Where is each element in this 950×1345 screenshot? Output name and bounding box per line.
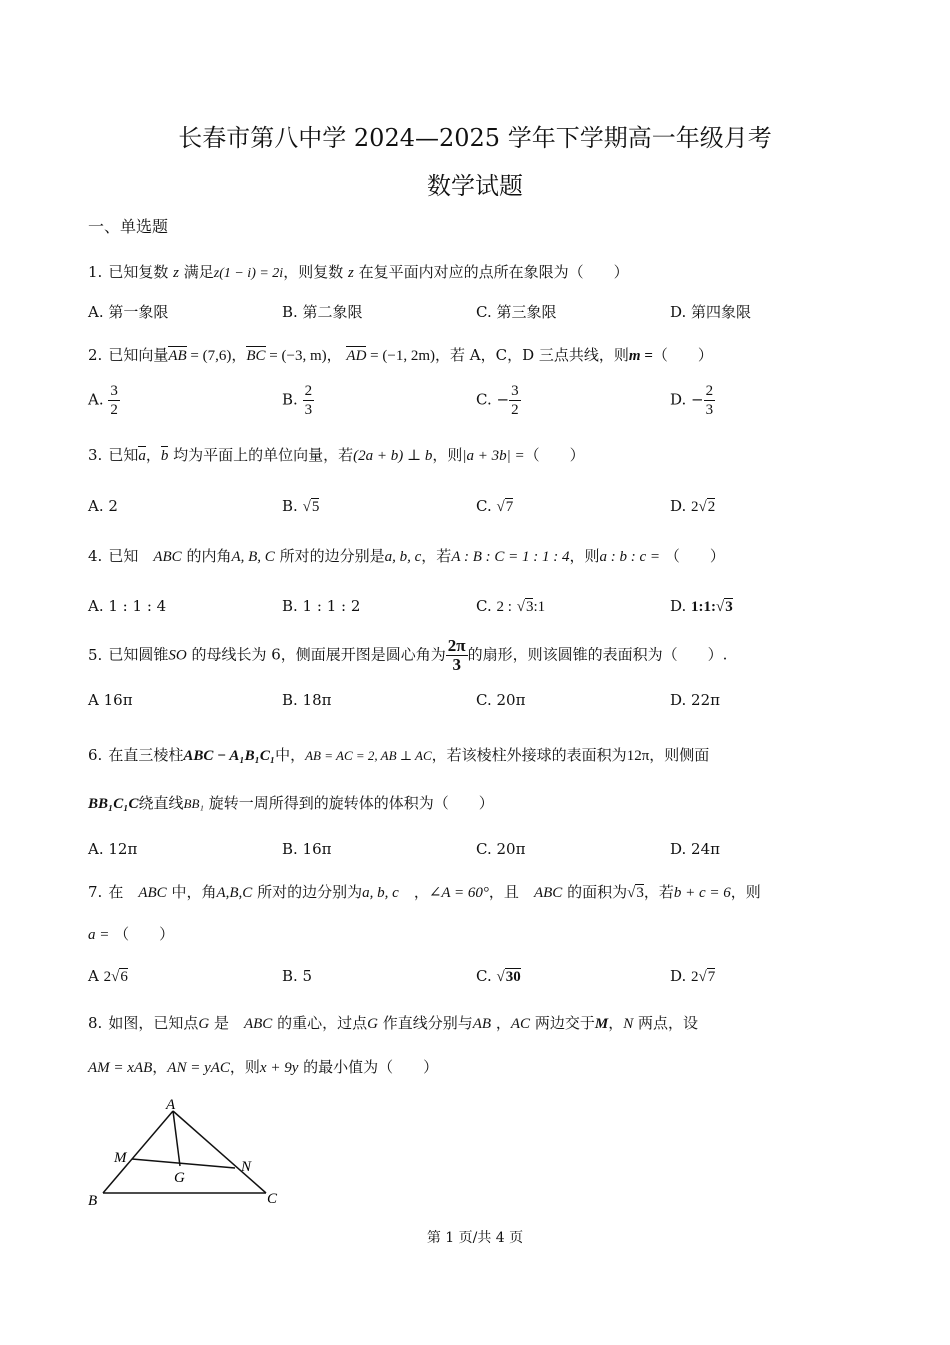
question-8-continued: AM = xAB，AN = yAC，则x + 9y 的最小值为（ ） (88, 1058, 439, 1076)
question-6: 6. 在直三棱柱ABC − A₁B₁C₁中，AB = AC = 2, AB ⊥ AC，若该棱柱外接球的表面积为12π，则侧面 (88, 746, 710, 764)
side-ac (173, 1111, 266, 1193)
q7-option-c[interactable]: C. √30 (476, 967, 521, 985)
q2-option-c[interactable]: C. − $\frac{3}{2}$ (476, 383, 519, 418)
section-heading: 一、单选题 (88, 217, 169, 236)
median-ag (173, 1111, 180, 1166)
exam-title: 长春市第八中学 2024—2025 学年下学期高一年级月考 (178, 124, 772, 152)
q6-option-c[interactable]: C. 20π (476, 840, 526, 858)
q7-option-a[interactable]: A 2√6 (88, 967, 128, 985)
q1-option-d[interactable]: D. 第四象限 (670, 303, 752, 321)
label-b: B (88, 1193, 98, 1209)
q4-option-d[interactable]: D. 1:1:√3 (670, 597, 733, 615)
label-m: M (114, 1150, 127, 1166)
q7-option-d[interactable]: D. 2√7 (670, 967, 716, 985)
triangle-figure (84, 1095, 284, 1215)
q3-option-a[interactable]: A. 2 (88, 497, 118, 515)
line-mn (132, 1159, 235, 1168)
question-2: 2. 已知向量AB = (7,6)，BC = (−3, m)， AD = (−1, 2m)，若 A，C，D 三点共线，则m =（ ） (88, 346, 713, 364)
q5-option-c[interactable]: C. 20π (476, 691, 526, 709)
q6-option-b[interactable]: B. 16π (282, 840, 332, 858)
q4-option-a[interactable]: A. 1 : 1 : 4 (88, 597, 167, 615)
q6-option-d[interactable]: D. 24π (670, 840, 720, 858)
question-8: 8. 如图，已知点G 是 ABC 的重心，过点G 作直线分别与AB ，AC 两边交于M，N 两点，设 (88, 1014, 699, 1032)
q5-option-d[interactable]: D. 22π (670, 691, 720, 709)
question-7-continued: a = （ ） (88, 925, 175, 943)
label-a: A (166, 1097, 176, 1113)
q3-option-b[interactable]: B. √5 (282, 497, 320, 515)
q2-option-d[interactable]: D. − $\frac{2}{3}$ (670, 383, 714, 418)
page-footer: 第 1 页/共 4 页 (426, 1230, 524, 1246)
q1-option-b[interactable]: B. 第二象限 (282, 303, 363, 321)
question-1: 1. 已知复数 z 满足z(1 − i) = 2i，则复数 z 在复平面内对应的点所在象限为（ ） (88, 263, 629, 281)
question-4: 4. 已知 ABC 的内角A, B, C 所对的边分别是a, b, c，若A : B : C = 1 : 1 : 4，则a : b : c = （ ） (88, 547, 725, 565)
q5-option-a[interactable]: A 16π (88, 691, 133, 709)
q2-option-b[interactable]: B. $\frac{2}{3}$ (282, 383, 313, 418)
label-n: N (241, 1159, 252, 1175)
q5-option-b[interactable]: B. 18π (282, 691, 332, 709)
q3-option-d[interactable]: D. 2√2 (670, 497, 716, 515)
q2-option-a[interactable]: A. $\frac{3}{2}$ (88, 383, 118, 418)
q3-option-c[interactable]: C. √7 (476, 497, 514, 515)
q7-option-b[interactable]: B. 5 (282, 967, 313, 985)
question-6-continued: BB₁C₁C绕直线BB₁ 旋转一周所得到的旋转体的体积为（ ） (88, 794, 494, 812)
label-c: C (267, 1191, 278, 1207)
exam-subtitle: 数学试题 (427, 172, 523, 200)
q6-option-a[interactable]: A. 12π (88, 840, 138, 858)
q4-option-c[interactable]: C. 2 : √3:1 (476, 597, 546, 615)
q1-option-a[interactable]: A. 第一象限 (88, 303, 169, 321)
q1-option-c[interactable]: C. 第三象限 (476, 303, 557, 321)
question-3: 3. 已知a，b 均为平面上的单位向量，若(2a + b) ⊥ b，则|a + 3b| =（ ） (88, 446, 585, 464)
q4-option-b[interactable]: B. 1 : 1 : 2 (282, 597, 361, 615)
label-g: G (174, 1170, 185, 1186)
question-5: 5. 已知圆锥SO 的母线长为 6，侧面展开图是圆心角为 $\frac{2\pi}{3}$ 的扇形，则该圆锥的表面积为（ ）. (88, 636, 728, 674)
question-7: 7. 在 ABC 中，角A,B,C 所对的边分别为a, b, c ，∠A = 60°，且 ABC 的面积为√3，若b + c = 6，则 (88, 883, 761, 901)
